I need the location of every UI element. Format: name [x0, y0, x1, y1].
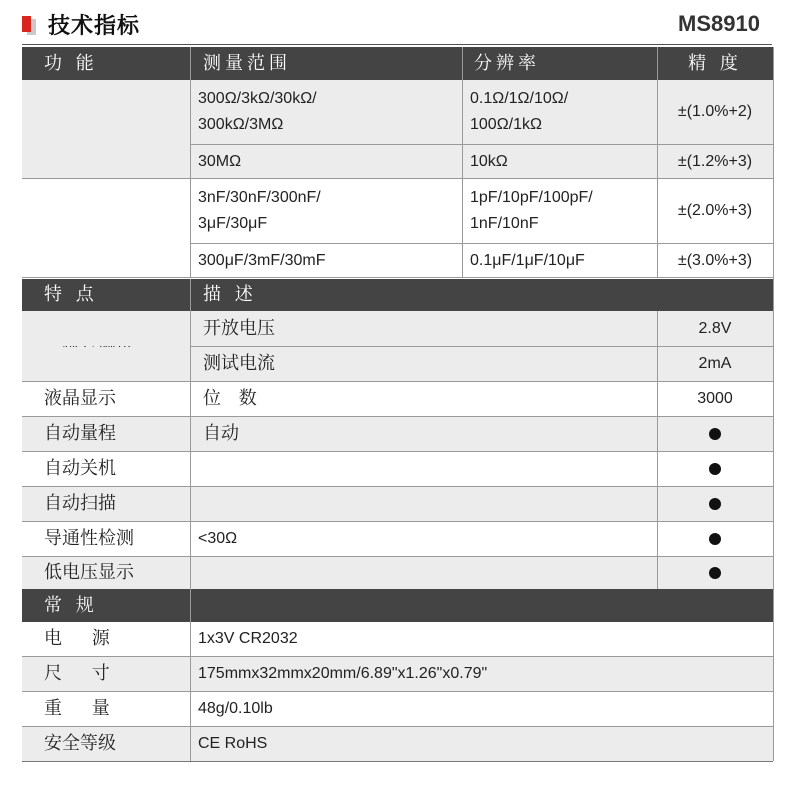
divider — [190, 346, 773, 347]
divider — [657, 47, 658, 277]
range-cell — [190, 80, 462, 144]
general-label: 重 量 — [44, 698, 122, 719]
feature-desc: 位 数 — [203, 388, 263, 409]
table-row — [22, 452, 773, 486]
divider — [190, 47, 191, 277]
square-bullet-icon — [22, 16, 31, 32]
table-row — [22, 692, 773, 726]
divider — [657, 311, 658, 589]
divider — [190, 279, 191, 589]
divider — [22, 277, 773, 278]
diode-desc: 开放电压 — [203, 317, 275, 339]
table-row — [22, 657, 773, 691]
feature-value — [657, 557, 773, 589]
divider — [22, 556, 773, 557]
feature-value — [657, 452, 773, 486]
range-line: 300kΩ/3MΩ — [198, 116, 284, 133]
divider — [22, 416, 773, 417]
divider — [22, 691, 773, 692]
feature-desc — [190, 452, 657, 486]
header-resolution: 分辨率 — [474, 52, 540, 74]
table-row — [22, 382, 773, 416]
header — [0, 0, 790, 46]
general-value: 175mmx32mmx20mm/6.89"x1.26"x0.79" — [198, 665, 488, 682]
table-row — [22, 244, 773, 277]
range-line: 3nF/30nF/300nF/ — [198, 189, 321, 206]
general-label: 电 源 — [44, 628, 122, 649]
feature-label: 低电压显示 — [44, 562, 134, 583]
bullet-dot-icon — [709, 463, 721, 475]
range-line: 3μF/30μF — [198, 215, 268, 232]
table-row — [22, 417, 773, 451]
feature-label: 自动关机 — [44, 458, 116, 479]
divider — [22, 726, 773, 727]
header-range: 测量范围 — [203, 52, 291, 74]
page-title: 技术指标 — [48, 14, 141, 39]
feature-value — [657, 417, 773, 451]
divider — [22, 178, 773, 179]
header-divider — [22, 44, 772, 45]
header-description: 描 述 — [203, 284, 257, 305]
resolution-cell: 0.1μF/1μF/10μF — [470, 251, 585, 269]
feature-desc — [190, 557, 657, 589]
resolution-line: 1pF/10pF/100pF/ — [470, 189, 593, 206]
header-feature: 特 点 — [44, 284, 98, 305]
resolution-line: 100Ω/1kΩ — [470, 116, 542, 133]
table-row — [22, 347, 773, 381]
range-cell — [190, 179, 462, 243]
table-row — [22, 311, 773, 346]
resolution-line: 1nF/10nF — [470, 215, 539, 232]
diode-value: 2mA — [698, 355, 732, 372]
feature-value — [657, 522, 773, 556]
table-row — [22, 80, 773, 144]
divider — [22, 451, 773, 452]
resolution-cell — [462, 80, 657, 144]
divider — [190, 243, 773, 244]
divider — [773, 47, 774, 761]
table-row — [22, 145, 773, 178]
bullet-dot-icon — [709, 428, 721, 440]
bullet-dot-icon — [709, 567, 721, 579]
header-general: 常 规 — [44, 594, 98, 616]
table-row — [22, 487, 773, 521]
feature-label: 自动扫描 — [44, 493, 116, 514]
divider — [22, 521, 773, 522]
range-cell: 30MΩ — [198, 152, 242, 170]
table-row — [22, 179, 773, 243]
header-function: 功 能 — [44, 52, 98, 74]
resolution-line: 0.1Ω/1Ω/10Ω/ — [470, 90, 569, 107]
accuracy-cell: ±(3.0%+3) — [677, 251, 753, 269]
accuracy-cell: ±(1.2%+3) — [677, 152, 753, 170]
diode-value: 2.8V — [698, 319, 732, 337]
feature-desc: <30Ω — [198, 530, 238, 547]
general-value: CE RoHS — [198, 735, 268, 752]
divider — [190, 144, 773, 145]
table-row — [22, 522, 773, 556]
feature-value: 3000 — [697, 390, 733, 407]
general-label: 尺 寸 — [44, 663, 122, 684]
table-row — [22, 557, 773, 589]
general-value: 1x3V CR2032 — [198, 630, 298, 647]
feature-table-header — [22, 279, 773, 311]
feature-label: 自动量程 — [44, 423, 116, 444]
general-value: 48g/0.10lb — [198, 700, 273, 717]
bullet-dot-icon — [709, 498, 721, 510]
feature-desc: 自动 — [203, 423, 239, 444]
feature-label: 导通性检测 — [44, 528, 134, 549]
divider — [190, 589, 191, 761]
general-table-header — [22, 589, 773, 622]
divider — [22, 761, 773, 762]
model-number: MS8910 — [678, 11, 760, 36]
general-label: 安全等级 — [44, 733, 116, 754]
accuracy-cell: ±(2.0%+3) — [677, 202, 753, 219]
spec-table-header — [22, 47, 773, 80]
resolution-cell: 10kΩ — [470, 152, 508, 170]
range-line: 300Ω/3kΩ/30kΩ/ — [198, 90, 317, 107]
divider — [22, 381, 773, 382]
feature-label: 液晶显示 — [44, 388, 116, 409]
range-cell: 300μF/3mF/30mF — [198, 251, 326, 269]
table-row — [22, 727, 773, 761]
resolution-cell — [462, 179, 657, 243]
accuracy-cell: ±(1.0%+2) — [677, 103, 753, 120]
divider — [462, 47, 463, 277]
table-row — [22, 622, 773, 656]
feature-desc — [190, 487, 657, 521]
feature-value — [657, 487, 773, 521]
divider — [22, 656, 773, 657]
bullet-dot-icon — [709, 533, 721, 545]
header-accuracy: 精 度 — [688, 52, 742, 74]
divider — [22, 486, 773, 487]
diode-desc: 测试电流 — [203, 353, 275, 374]
